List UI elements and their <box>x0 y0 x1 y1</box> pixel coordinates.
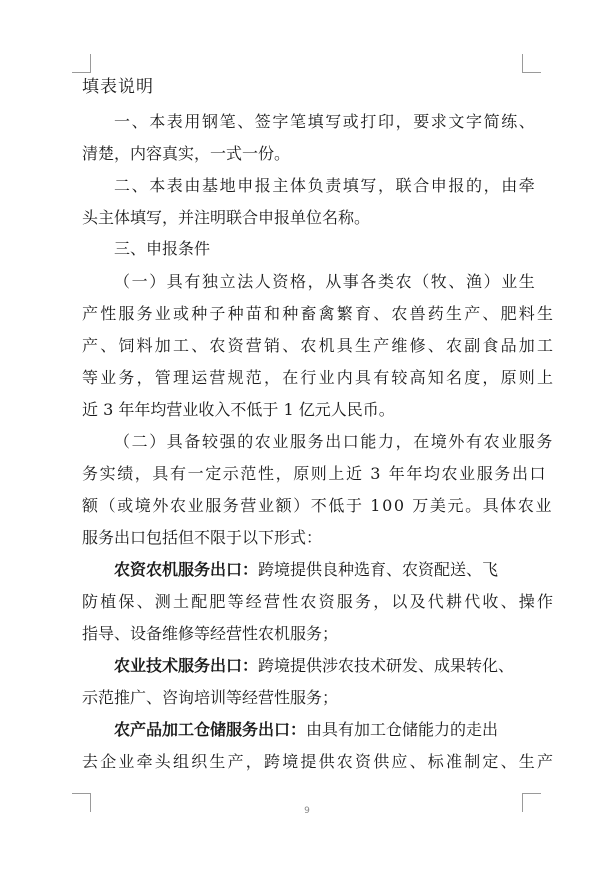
page-heading: 填表说明 <box>82 77 154 97</box>
form-1-line-1 <box>114 559 498 581</box>
form-2-line-2: 示范推广、咨询培训等经营性服务； <box>82 688 339 707</box>
page-number: 9 <box>304 806 310 816</box>
condition-2-line-4: 服务出口包括但不限于以下形式： <box>82 528 323 547</box>
instruction-3-heading: 三、申报条件 <box>114 239 211 258</box>
instruction-1-line-1: 一、本表用钢笔、签字笔填写或打印，要求文字简练、 <box>114 112 537 131</box>
condition-1-line-1: （一）具有独立法人资格，从事各类农（牧、渔）业生 <box>114 272 537 291</box>
form-2-label: 农业技术服务出口： <box>114 656 259 675</box>
instruction-2-line-1: 二、本表由基地申报主体负责填写，联合申报的，由牵 <box>114 176 537 195</box>
form-3-line-1 <box>114 719 498 741</box>
condition-2-line-1: （二）具备较强的农业服务出口能力，在境外有农业服务 <box>114 432 555 451</box>
form-3-label: 农产品加工仓储服务出口： <box>114 720 307 739</box>
form-1-line-3: 指导、设备维修等经营性农机服务； <box>82 624 339 643</box>
form-3-line-2: 去企业牵头组织生产，跨境提供农资供应、标准制定、生产 <box>82 752 556 771</box>
condition-2-line-3: 额（或境外农业服务营业额）不低于 100 万美元。具体农业 <box>82 496 554 515</box>
condition-1-line-5: 近 3 年年均营业收入不低于 1 亿元人民币。 <box>82 400 395 419</box>
form-2-line-1 <box>114 655 514 677</box>
condition-1-line-3: 产、饲料加工、农资营销、农机具生产维修、农副食品加工 <box>82 336 556 355</box>
condition-2-line-2: 务实绩，具有一定示范性，原则上近 3 年年均农业服务出口 <box>82 464 548 483</box>
condition-1-line-2: 产性服务业或种子种苗和种畜禽繁育、农兽药生产、肥料生 <box>82 304 556 323</box>
condition-1-line-4: 等业务，管理运营规范，在行业内具有较高知名度，原则上 <box>82 368 556 387</box>
instruction-1-line-2: 清楚，内容真实，一式一份。 <box>82 144 291 163</box>
form-1-text-1: 跨境提供良种选育、农资配送、飞 <box>258 560 499 579</box>
crop-mark-top-right <box>522 54 541 73</box>
form-2-text-1: 跨境提供涉农技术研发、成果转化、 <box>258 656 515 675</box>
form-1-label: 农资农机服务出口： <box>114 560 259 579</box>
instruction-2-line-2: 头主体填写，并注明联合申报单位名称。 <box>82 208 371 227</box>
crop-mark-top-left <box>72 54 91 73</box>
form-3-text-1: 由具有加工仓储能力的走出 <box>306 720 499 739</box>
form-1-line-2: 防植保、测土配肥等经营性农资服务，以及代耕代收、操作 <box>82 592 556 611</box>
